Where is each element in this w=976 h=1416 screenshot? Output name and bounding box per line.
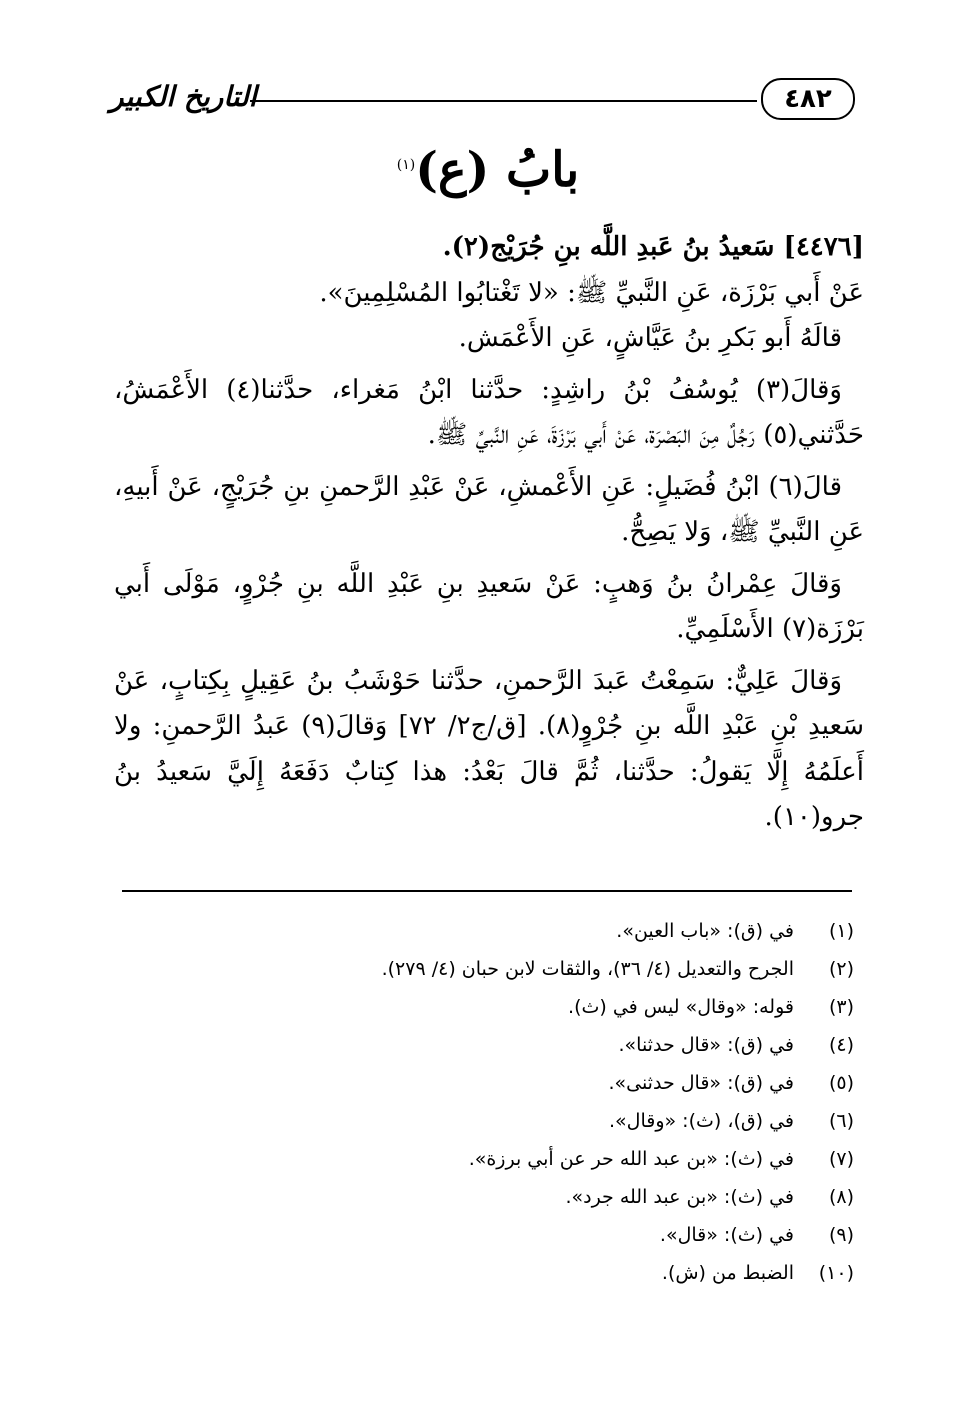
footnote: (٦)في (ق)، (ث): «وقال». [609, 1110, 854, 1132]
paragraph: وَقالَ عَلِيٌّ: سَمِعْتُ عَبدَ الرَّحمنِ، حدَّثنا حَوْشَبُ بنُ عَقِيلٍ بِكِتابٍ، عَنْ سَعيدِ بْنِ عَبْدِ اللَّه بنِ جُرْوٍ(٨). [ق/ج٢/ ٧٢] وَقالَ(٩) عَبدُ الرَّحمنِ: ولا أَعلَمُهُ إِلَّا يَقولُ: حدَّثنا، ثُمَّ قالَ بَعْدُ: هذا كِتابٌ دَفَعَهُ إِلَيَّ سَعيدُ بنُ جرو(١٠). [114, 665, 864, 832]
paragraph: عَنْ أَبي بَرْزَة، عَنِ النَّبيِّ ﷺ: «لا تَغْتابُوا المُسْلِمِينَ». [319, 277, 864, 308]
footnote: (٤)في (ق): «قال حدثنا». [618, 1034, 854, 1056]
chapter-note: (١) [396, 157, 416, 173]
footnote: (١)في (ق): «باب العين». [616, 920, 854, 942]
footnotes [124, 912, 854, 1292]
page-number: ٤٨٢ [761, 78, 855, 120]
chapter-title: بابُ (ع) [415, 142, 580, 198]
chapter-heading [0, 142, 976, 198]
footnote: (٢)الجرح والتعديل (٤/ ٣٦)، والثقات لابن حبان (٤/ ٢٧٩). [381, 958, 854, 980]
footnote: (٣)قوله: «وقال» ليس في (ث). [568, 996, 854, 1018]
header-rule [250, 100, 757, 102]
paragraph: قالَهُ أَبو بَكرِ بنُ عَيَّاشٍ، عَنِ الأَعْمَش. [458, 323, 842, 353]
book-title: التاريخ الكبير [110, 80, 257, 113]
footnote-divider [122, 890, 852, 892]
entry-heading: [٤٤٧٦] سَعيدُ بنُ عَبدِ اللَّه بنِ جُرَيْج(٢). [442, 232, 864, 262]
footnote: (٩)في (ث): «قال». [659, 1224, 854, 1246]
footnote: (١٠)الضبط من (ش). [661, 1262, 854, 1284]
footnote: (٥)في (ق): «قال حدثنى». [608, 1072, 854, 1094]
footnote: (٧)في (ث): «بن عبد الله حر عن أبي برزة». [468, 1148, 854, 1170]
paragraph: وَقالَ عِمْرانُ بنُ وَهبٍ: عَنْ سَعيدِ بنِ عَبْدِ اللَّه بنِ جُرْوٍ، مَوْلَى أَبي بَرْزَة(٧) الأَسْلَمِيِّ. [114, 568, 864, 644]
main-text [114, 225, 864, 841]
page-header [110, 78, 855, 122]
paragraph: قالَ(٦) ابْنُ فُضَيلٍ: عَنِ الأَعْمشِ، عَنْ عَبْدِ الرَّحمنِ بنِ جُرَيْجٍ، عَنْ أَبيهِ، عَنِ النَّبيِّ ﷺ، وَلا يَصِحُّ. [114, 471, 864, 547]
footnote: (٨)في (ث): «بن عبد الله جرد». [565, 1186, 854, 1208]
paragraph: وَقالَ(٣) يُوسُفُ بْنُ راشِدٍ: حدَّثنا ابْنُ مَغراء، حدَّثنا(٤) الأَعْمَشُ، حَدَّثني(٥) رَجُلٌ مِنَ البَصْرَة، عَنْ أَبي بَرْزَةَ، عَنِ النَّبيِّ ﷺ. [114, 374, 864, 450]
